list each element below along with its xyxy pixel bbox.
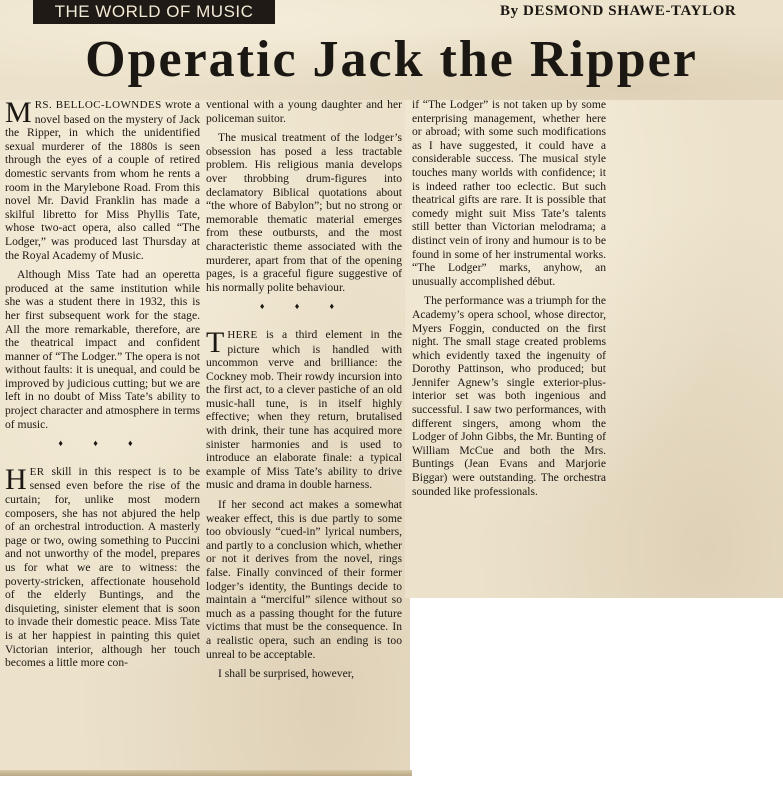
paragraph: The musical treatment of the lodger’s obsession has posed a less tractable problem. His religious mania develops over throbbing drum-figures into declamatory Biblical quotations about “the whore of Babylon”; but no strong or memorable thematic material emerges from these outbursts, and the most characteristic theme associated with the murderer, apart from that of the opening pages, is a graceful figure suggestive of his normally polite behaviour. [206,131,402,294]
paragraph [5,98,200,262]
article-column-1 [5,98,200,676]
drop-cap: T [206,325,225,359]
article-column-3 [412,98,606,504]
lead-in: RS. BELLOC-LOWNDES [34,99,162,111]
paragraph [206,325,402,492]
ornament-divider: ♦ ♦ ♦ [58,438,147,449]
paragraph-text: skill in this respect is to be sensed even before the rise of the curtain; for, unlike most modern composers, she has not abjured the help of an orchestral introduction. A masterly page or two, owing something to Puccini and not unworthy of the model, prepares us for what we are to witness: the poverty-stricken, affectionate household of the elderly Buntings, and the disquieting, sinister element that is soon to invade their domestic peace. Miss Tate is at her happiest in painting this quiet Victorian interior, although her touch becomes a little more con- [5,464,200,670]
paragraph [5,462,200,670]
paragraph: Although Miss Tate had an operetta produced at the same institution while she was a student there in 1932, this is her first subsequent work for the stage. All the more remarkable, therefore, are the theatrical impact and confident manner of “The Lodger.” The opera is not without faults: it is unequal, and could be improved by judicious cutting; but we are left in no doubt of Miss Tate’s ability to project character and atmosphere in terms of music. [5,268,200,431]
drop-cap: M [5,96,32,129]
paragraph: ventional with a young daughter and her policeman suitor. [206,98,402,125]
paragraph: The performance was a triumph for the Academy’s opera school, whose director, Myers Foggin, conducted on the first night. The small stage created problems which evidently taxed the ingenuity of Dorothy Pattinson, who produced; but Jennifer Agnew’s single exterior-plus-interior set was both ingenious and successful. I saw two performances, with different singers, among whom the Lodger of John Gibbs, the Mr. Bunting of William McCue and both the Mrs. Buntings (Jean Evans and Marjorie Biggar) were outstanding. The orchestra sounded like professionals. [412,294,606,498]
paragraph: I shall be surprised, however, [218,667,355,681]
paragraph-text: is a third element in the picture which is handled with uncommon verve and brilliance: the Cockney mob. Their rowdy incursion into the first act, to a clever pastiche of an old music-hall tune, is in itself highly effective; when they return, brutalised with drink, their tune has acquired more sinister harmonies and is used to introduce an elaborate finale: a typical example of Miss Tate’s ability to drive music and drama in double harness. [206,327,402,492]
headline: Operatic Jack the Ripper [85,31,698,88]
paragraph-text: wrote a novel based on the mystery of Jack the Ripper, in which the unidentified sexual murderer of the 1880s is seen through the eyes of a couple of retired domestic servants from whom he rents a room in the Marylebone Road. From this novel Mr. David Franklin has made a skilful libretto for Miss Phyllis Tate, whose two-act opera, also called “The Lodger,” was produced last Thursday at the Royal Academy of Music. [5,98,200,262]
lead-in: ER [29,465,45,478]
lead-in: HERE [227,328,258,341]
paragraph: If her second act makes a somewhat weaker effect, this is due partly to some too obviously “cued-in” lyrical numbers, and partly to a conclusion which, whether or not it derives from the novel, rings false. Finally convinced of their former lodger’s identity, the Buntings decide to maintain a “merciful” silence without so much as a passing thought for the future victims that must be the consequence. In a realistic opera, such an ending is too unreal to be acceptable. [206,498,402,661]
article-column-2 [206,98,402,687]
paragraph: if “The Lodger” is not taken up by some enterprising management, whether here or abroad; with some such modifications as I have suggested, it could have a considerable success. The musical style touches many worlds with confidence; it is indeed rather too eclectic. But such theatrical gifts are rare. It is possible that comedy might suit Miss Tate’s talents still better than Victorian melodrama; a distinct vein of irony and humour is to be found in some of her instrumental works. “The Lodger” marks, anyhow, an unusually accomplished début. [412,98,606,288]
drop-cap: H [5,462,27,496]
section-tag: THE WORLD OF MUSIC [33,0,275,24]
ornament-divider: ♦ ♦ ♦ [259,301,349,312]
clipping-torn-edge [0,770,412,776]
byline: By DESMOND SHAWE-TAYLOR [500,3,737,19]
